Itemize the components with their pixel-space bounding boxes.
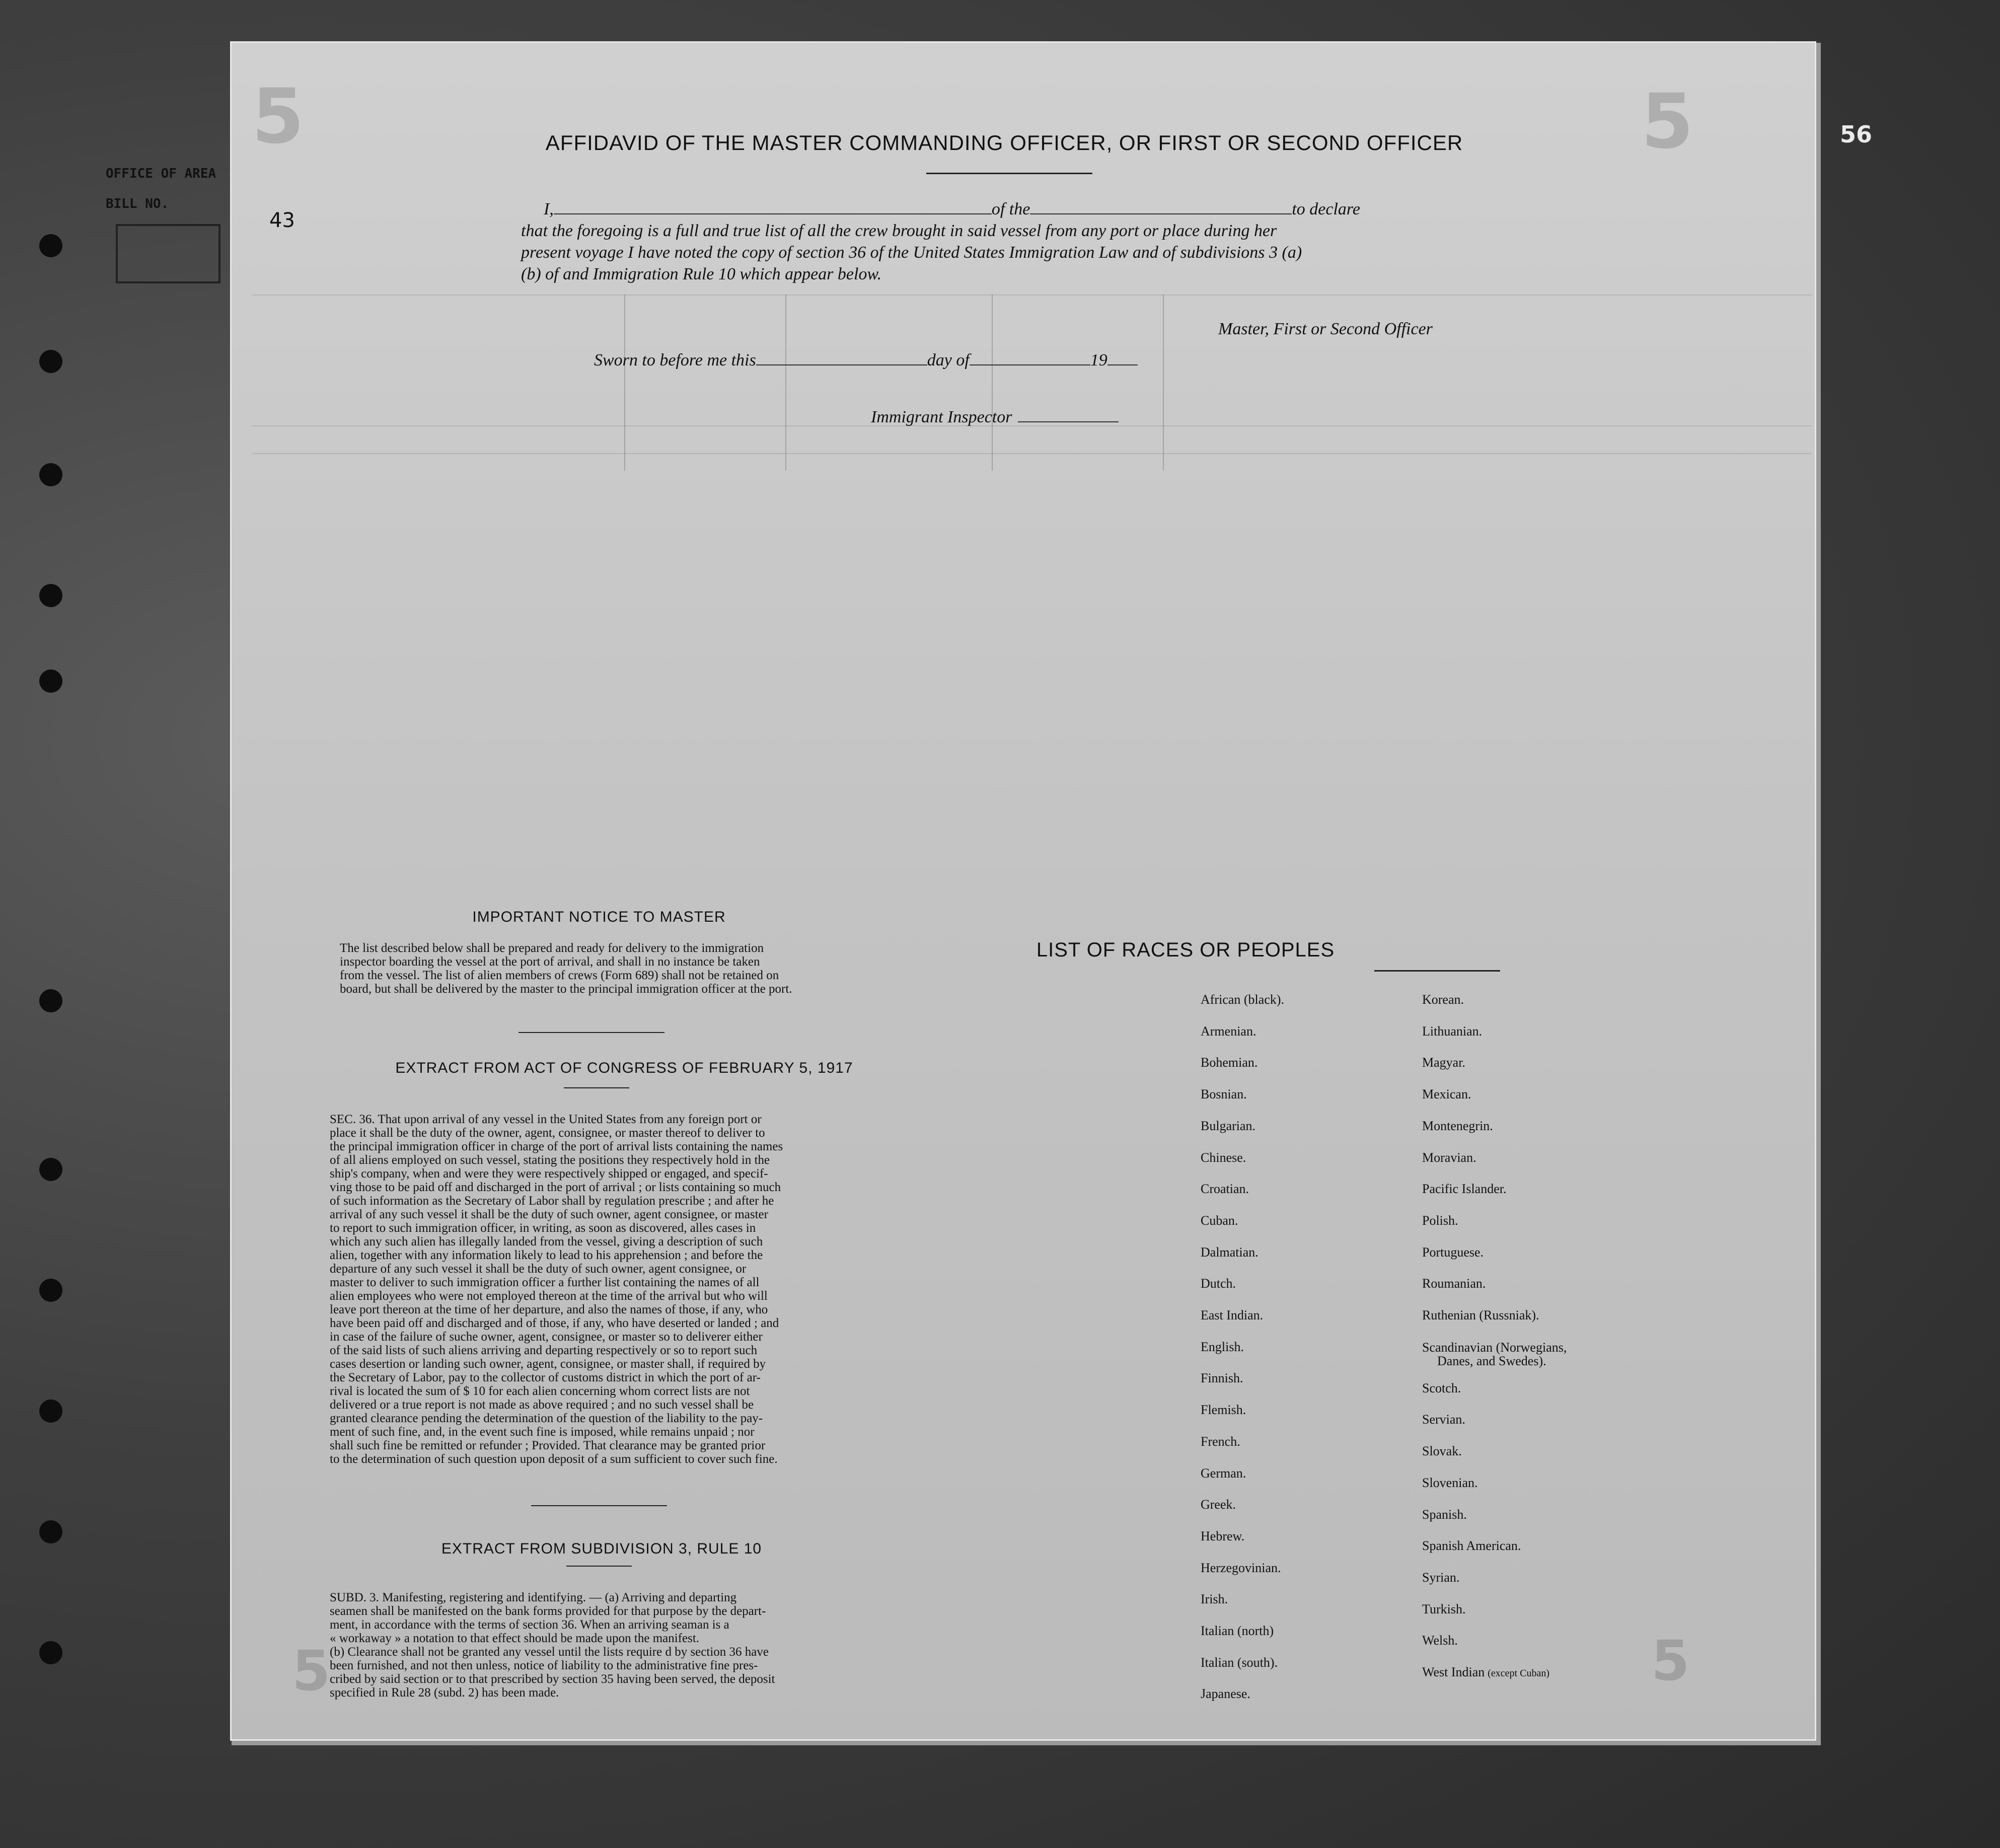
race-item: Slovenian.	[1422, 1475, 1478, 1490]
act-line: of the said lists of such aliens arriving and departing respectively or so to report such	[330, 1344, 758, 1357]
inspector-line	[871, 408, 1119, 427]
office-stamp	[106, 159, 227, 219]
act-rule	[564, 1087, 629, 1088]
notice-line: board, but shall be delivered by the master to the principal immigration officer at the port.	[340, 982, 792, 996]
races-title: LIST OF RACES OR PEOPLES	[1036, 939, 1335, 961]
act-line: the principal immigration officer in charge of the port of arrival lists containing the names	[330, 1140, 783, 1153]
west-indian-note: (except Cuban)	[1488, 1668, 1549, 1679]
west-indian-label: West Indian	[1422, 1665, 1485, 1680]
race-item: Slovak.	[1422, 1444, 1462, 1459]
race-item: Roumanian.	[1422, 1276, 1486, 1291]
race-item: Flemish.	[1201, 1402, 1246, 1418]
race-item: Mexican.	[1422, 1087, 1471, 1102]
race-item: Irish.	[1201, 1592, 1228, 1607]
act-line: departure of any such vessel it shall be the duty of such owner, agent consignee, or	[330, 1262, 747, 1276]
race-item: Polish.	[1422, 1213, 1458, 1228]
affidavit-line-1	[544, 200, 1360, 219]
act-line: to report to such immigration officer, in writing, as soon as discovered, alles cases in	[330, 1221, 756, 1235]
month-blank	[970, 364, 1090, 365]
race-item: Chinese.	[1201, 1150, 1246, 1165]
race-item: Moravian.	[1422, 1150, 1476, 1165]
races-left-column	[1201, 984, 1284, 1710]
affidavit-line-4: (b) of and Immigration Rule 10 which appear below.	[521, 265, 882, 283]
inspector-blank	[1018, 421, 1119, 422]
rule-extract-title: EXTRACT FROM SUBDIVISION 3, RULE 10	[441, 1540, 762, 1557]
stamp-box	[116, 224, 220, 283]
race-item: Bosnian.	[1201, 1087, 1247, 1102]
race-item: Japanese.	[1201, 1686, 1250, 1702]
declare-text: to declare	[1292, 200, 1360, 218]
race-item: Syrian.	[1422, 1570, 1460, 1585]
act-line: in case of the failure of suche owner, agent, consignee, or master so to deliverer either	[330, 1330, 763, 1344]
act-line: place it shall be the duty of the owner, agent, consignee, or master thereof to deliver to	[330, 1126, 765, 1140]
race-item: East Indian.	[1201, 1308, 1264, 1323]
race-item: Spanish.	[1422, 1507, 1467, 1522]
races-rule	[1374, 970, 1500, 972]
rule-line: « workaway » a notation to that effect should be made upon the manifest.	[330, 1632, 700, 1645]
race-item: Lithuanian.	[1422, 1023, 1483, 1039]
sworn-text: Sworn to before me this	[594, 351, 756, 369]
rule-extract-body	[330, 1591, 919, 1699]
race-item: Italian (south).	[1201, 1655, 1278, 1670]
act-extract-title: EXTRACT FROM ACT OF CONGRESS OF FEBRUARY 5, 1917	[395, 1060, 853, 1076]
act-line: the Secretary of Labor, pay to the collector of customs district in which the port of ar-	[330, 1371, 761, 1384]
binder-hole	[39, 670, 62, 693]
stamp-line-2: BILL NO.	[106, 196, 169, 211]
act-end-rule	[531, 1505, 667, 1506]
races-right-column	[1422, 984, 1567, 1689]
act-line: arrival of any such vessel it shall be the duty of such owner, agent consignee, or master	[330, 1208, 768, 1221]
act-line: to the determination of such question upon deposit of a sum sufficient to cover such fine.	[330, 1452, 778, 1466]
race-item: African (black).	[1201, 992, 1285, 1007]
binder-hole	[39, 1158, 62, 1181]
year-prefix: 19	[1090, 351, 1107, 369]
act-line: ship's company, when and were they were respectively shipped or engaged, and specif-	[330, 1167, 768, 1180]
faint-grid-line	[992, 294, 993, 471]
notice-line: The list described below shall be prepared and ready for delivery to the immigration	[340, 941, 764, 955]
binder-hole	[39, 1279, 62, 1302]
act-line: ment of such fine, and, in the event such fine is imposed, while remains unpaid ; nor	[330, 1425, 755, 1439]
day-of-text: day of	[927, 351, 970, 369]
race-item: Ruthenian (Russniak).	[1422, 1308, 1539, 1323]
race-item: Dalmatian.	[1201, 1244, 1258, 1260]
affidavit-title: AFFIDAVID OF THE MASTER COMMANDING OFFICER, OR FIRST OR SECOND OFFICER	[545, 131, 1463, 155]
race-item: English.	[1201, 1339, 1244, 1354]
bleed-through-mark: 5	[292, 1639, 331, 1703]
act-line: of such information as the Secretary of Labor shall by regulation prescribe ; and after he	[330, 1194, 774, 1208]
faint-grid-line	[624, 294, 625, 471]
race-item	[1422, 1657, 1567, 1689]
affidavit-line-2: that the foregoing is a full and true list of all the crew brought in said vessel from any port or place during her	[521, 221, 1277, 240]
affidavit-line-3: present voyage I have noted the copy of section 36 of the United States Immigration Law and of subdivisions 3 (a)	[521, 243, 1302, 262]
act-line: granted clearance pending the determination of the question of the liability to the pay-	[330, 1412, 763, 1425]
faint-grid-line	[1163, 294, 1164, 471]
race-item: Greek.	[1201, 1497, 1236, 1512]
declarant-name-blank	[554, 213, 992, 214]
margin-handwriting: 43	[269, 209, 295, 232]
binder-hole	[39, 350, 62, 373]
race-item: Dutch.	[1201, 1276, 1236, 1291]
race-item: Hebrew.	[1201, 1528, 1245, 1543]
act-extract-body	[330, 1113, 919, 1466]
race-item: Portuguese.	[1422, 1244, 1484, 1260]
notice-rule	[518, 1032, 664, 1033]
bleed-through-mark: 5	[252, 73, 305, 161]
race-item: Bulgarian.	[1201, 1118, 1256, 1133]
vessel-name-blank	[1030, 213, 1292, 214]
act-line: master to deliver to such immigration officer a further list containing the names of all	[330, 1276, 760, 1289]
race-item: Korean.	[1422, 992, 1464, 1007]
inspector-caption: Immigrant Inspector	[871, 408, 1012, 426]
year-blank	[1107, 364, 1138, 365]
binder-hole	[39, 234, 62, 257]
binder-hole	[39, 463, 62, 486]
day-blank	[756, 364, 927, 365]
act-line: which any such alien has illegally landed from the vessel, giving a description of such	[330, 1235, 763, 1248]
race-item: German.	[1201, 1465, 1246, 1481]
rule-line: ment, in accordance with the terms of section 36. When an arriving seaman is a	[330, 1618, 729, 1632]
title-rule	[926, 173, 1092, 174]
race-item: Magyar.	[1422, 1055, 1465, 1070]
bleed-through-mark: 5	[1641, 78, 1694, 166]
notice-body	[340, 941, 909, 996]
bleed-through-mark: 5	[1651, 1629, 1690, 1693]
race-item: Scotch.	[1422, 1380, 1461, 1395]
race-item: Scandinavian (Norwegians,	[1422, 1340, 1567, 1355]
act-line: have been paid off and discharged and of those, if any, who have deserted or landed ; and	[330, 1316, 779, 1330]
race-item: Armenian.	[1201, 1023, 1256, 1039]
faint-grid-line	[252, 294, 1812, 295]
faint-grid-line	[252, 453, 1812, 454]
signature-caption: Master, First or Second Officer	[1218, 320, 1433, 338]
notice-line: from the vessel. The list of alien members of crews (Form 689) shall not be retained on	[340, 969, 779, 982]
rule-title-rule	[566, 1566, 632, 1567]
race-item: Spanish American.	[1422, 1538, 1521, 1554]
faint-grid-line	[785, 294, 786, 471]
race-item-continuation: Danes, and Swedes).	[1437, 1353, 1546, 1368]
race-item: Cuban.	[1201, 1213, 1238, 1228]
race-item: Bohemian.	[1201, 1055, 1258, 1070]
sworn-line	[594, 351, 1138, 370]
race-item: Croatian.	[1201, 1181, 1249, 1197]
binder-hole	[39, 1520, 62, 1543]
act-line: ving those to be paid off and discharged in the port of arrival ; or lists containing so much	[330, 1180, 781, 1194]
page-number: 56	[1840, 121, 1873, 148]
stamp-line-1: OFFICE OF AREA	[106, 166, 216, 181]
race-item: Finnish.	[1201, 1371, 1243, 1386]
act-line: delivered or a true report is not made as above required ; and no such vessel shall be	[330, 1398, 754, 1412]
binder-hole	[39, 1399, 62, 1423]
binder-hole	[39, 989, 62, 1012]
act-line: leave port thereon at the time of her departure, and also the names of those, if any, who	[330, 1303, 768, 1316]
act-line: SEC. 36. That upon arrival of any vessel in the United States from any foreign port or	[330, 1113, 762, 1126]
rule-line: SUBD. 3. Manifesting, registering and identifying. — (a) Arriving and departing	[330, 1591, 737, 1604]
race-item: French.	[1201, 1434, 1240, 1449]
race-item: Turkish.	[1422, 1601, 1466, 1616]
race-item: Italian (north)	[1201, 1623, 1274, 1639]
rule-line: (b) Clearance shall not be granted any vessel until the lists require d by section 36 have	[330, 1645, 769, 1659]
act-line: alien, together with any information likely to lead to his apprehension ; and before the	[330, 1248, 763, 1262]
binder-hole	[39, 1641, 62, 1664]
rule-line: been furnished, and not then unless, notice of liability to the administrative fine pres-	[330, 1659, 758, 1672]
act-line: alien employees who were not employed thereon at the time of the arrival but who will	[330, 1289, 768, 1303]
affidavit-page	[232, 43, 1815, 1739]
rule-line: seamen shall be manifested on the bank forms provided for that purpose by the depart-	[330, 1604, 766, 1618]
act-line: rival is located the sum of $ 10 for each alien concerning whom correct lists are not	[330, 1384, 750, 1398]
act-line: of all aliens employed on such vessel, stating the positions they respectively hold in the	[330, 1153, 770, 1167]
vessel-prefix: of the	[991, 200, 1030, 218]
race-item: Pacific Islander.	[1422, 1181, 1507, 1197]
declarant-prefix: I,	[544, 200, 554, 218]
notice-title: IMPORTANT NOTICE TO MASTER	[472, 909, 726, 925]
binder-hole	[39, 584, 62, 607]
rule-line: cribed by said section or to that prescribed by section 35 having been served, the deposit	[330, 1672, 775, 1686]
race-item: Servian.	[1422, 1412, 1465, 1427]
race-item: Montenegrin.	[1422, 1118, 1493, 1133]
act-line: cases desertion or landing such owner, agent, consignee, or master shall, if required by	[330, 1357, 766, 1371]
notice-line: inspector boarding the vessel at the port of arrival, and shall in no instance be taken	[340, 955, 760, 969]
race-item: Welsh.	[1422, 1633, 1458, 1648]
rule-line: specified in Rule 28 (subd. 2) has been made.	[330, 1686, 559, 1699]
act-line: shall such fine be remitted or refunder ; Provided. That clearance may be granted prior	[330, 1439, 766, 1452]
race-item: Herzegovinian.	[1201, 1560, 1281, 1575]
